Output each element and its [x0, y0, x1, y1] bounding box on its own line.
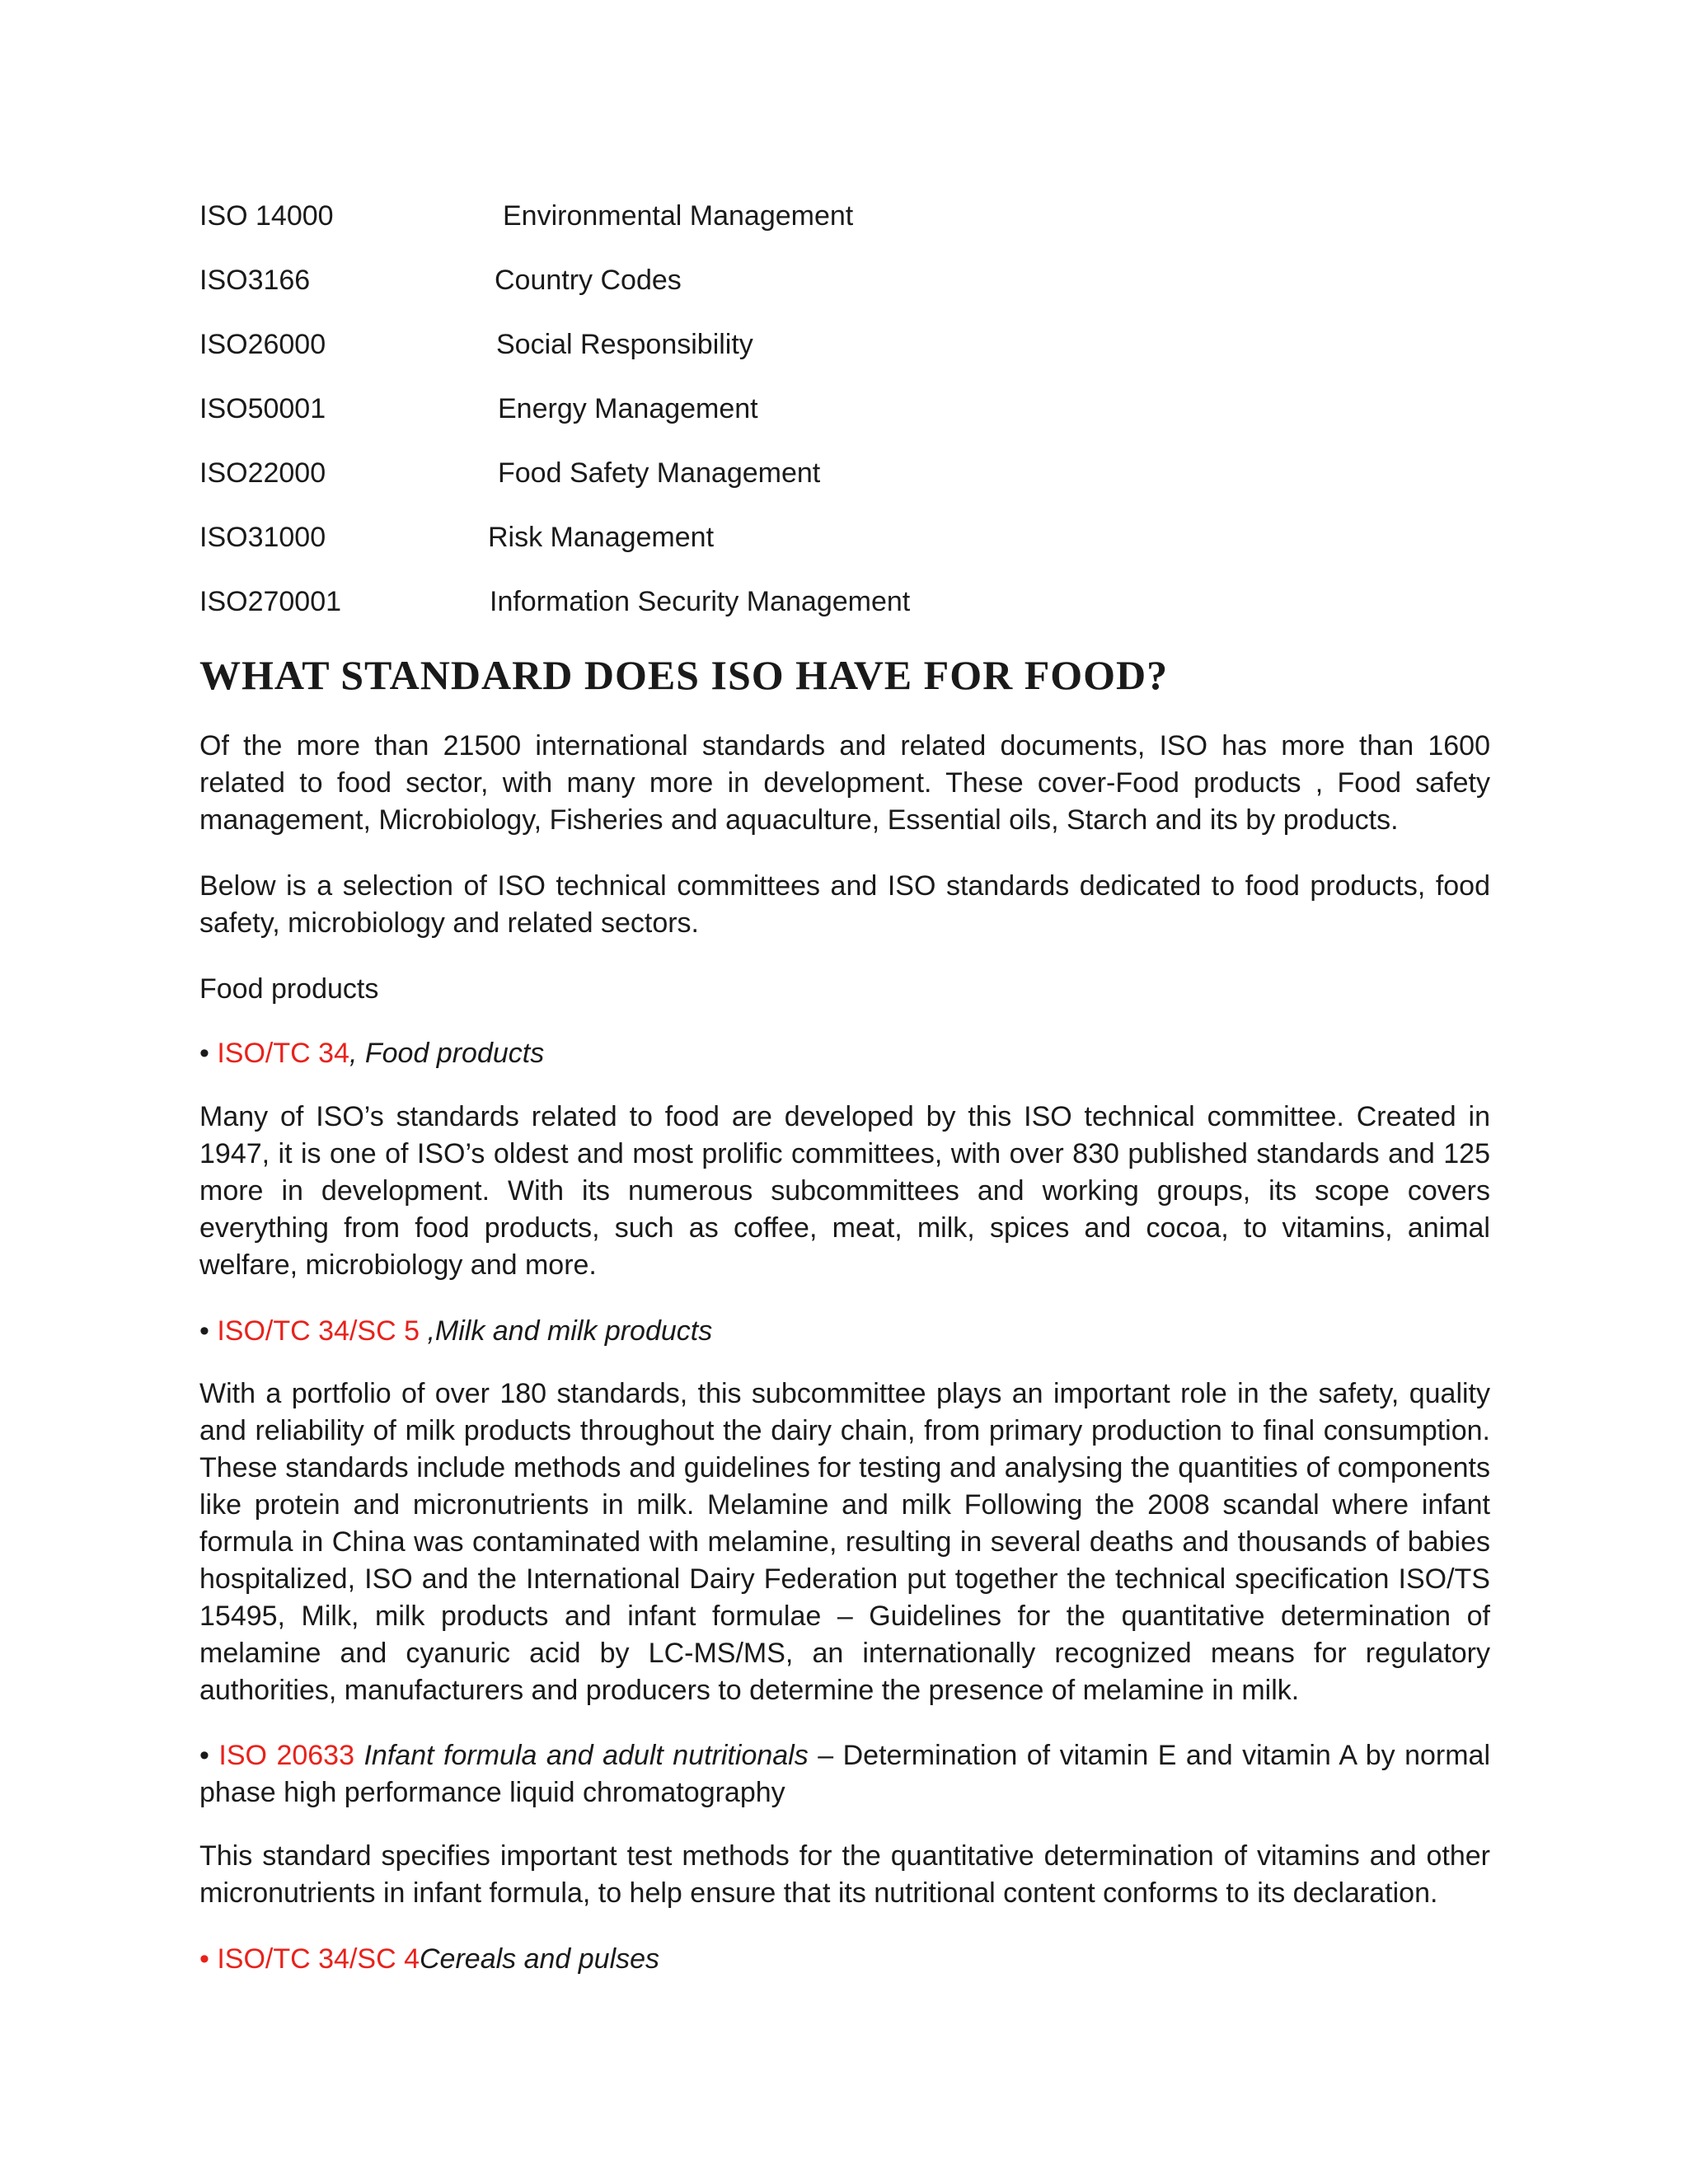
list-item	[199, 198, 1518, 262]
iso-20633-link[interactable]: ISO 20633	[218, 1740, 354, 1771]
tc34-description: Many of ISO’s standards related to food are developed by this ISO technical committee. Created in 1947, it is one of ISO’s oldest and most prolific committees, with over 830 published standards and 125 more in development. With its numerous subcommittees and working groups, its scope covers everything from food products, such as coffee, meat, milk, spices and cocoa, to vitamins, animal welfare, microbiology and more.	[199, 1101, 1490, 1281]
section-heading: WHAT STANDARD DOES ISO HAVE FOR FOOD?	[199, 652, 1169, 698]
iso20633-description-block	[199, 1838, 1490, 1912]
iso20633-title: Infant formula and adult nutritionals	[354, 1740, 809, 1771]
iso-tc34-link[interactable]: ISO/TC 34	[217, 1038, 349, 1069]
standard-name: Country Codes	[495, 265, 682, 296]
iso-tc34-sc4-link[interactable]: ISO/TC 34/SC 4	[217, 1943, 420, 1975]
list-item	[199, 326, 1518, 391]
bullet-mark: •	[199, 1038, 209, 1069]
list-item	[199, 519, 1518, 583]
bullet-mark: •	[199, 1943, 209, 1975]
bullet-mark: •	[199, 1740, 209, 1771]
standard-code: ISO50001	[199, 393, 326, 424]
sc4-bullet	[199, 1941, 1490, 1978]
selection-paragraph: Below is a selection of ISO technical committees and ISO standards dedicated to food products, food safety, microbiology and related sectors.	[199, 870, 1490, 939]
section-label-block	[199, 971, 1490, 1008]
standard-code: ISO270001	[199, 586, 342, 617]
list-item	[199, 391, 1518, 455]
standard-code: ISO31000	[199, 522, 326, 553]
standard-name: Social Responsibility	[496, 329, 753, 360]
tc34-title: , Food products	[349, 1038, 545, 1069]
standard-code: ISO3166	[199, 265, 311, 296]
iso-standards-list	[199, 198, 1518, 648]
standard-name: Environmental Management	[503, 200, 854, 232]
standard-name: Energy Management	[498, 393, 758, 424]
standard-code: ISO26000	[199, 329, 326, 360]
tc34-bullet	[199, 1035, 1490, 1072]
iso-tc34-sc5-link[interactable]: ISO/TC 34/SC 5	[217, 1315, 420, 1347]
iso20633-bullet	[199, 1737, 1490, 1811]
sc4-title: Cereals and pulses	[420, 1943, 660, 1975]
sc5-description-block	[199, 1376, 1490, 1709]
iso20633-rest: – Determination of vitamin E and vitamin A by normal phase high performance liquid chromatography	[199, 1740, 1491, 1808]
standard-code: ISO22000	[199, 457, 326, 489]
intro-paragraph-block	[199, 728, 1490, 839]
sc5-description: With a portfolio of over 180 standards, this subcommittee plays an important role in the safety, quality and reliability of milk products throughout the dairy chain, from primary production to final consumption. These standards include methods and guidelines for testing and analysing the quantities of components like protein and micronutrients in milk. Melamine and milk Following the 2008 scandal where infant formula in China was contaminated with melamine, resulting in several deaths and thousands of babies hospitalized, ISO and the International Dairy Federation put together the technical specification ISO/TS 15495, Milk, milk products and infant formulae – Guidelines for the quantitative determination of melamine and cyanuric acid by LC-MS/MS, an internationally recognized means for regulatory authorities, manufacturers and producers to determine the presence of melamine in milk.	[199, 1378, 1490, 1706]
standard-name: Risk Management	[488, 522, 715, 553]
list-item	[199, 455, 1518, 519]
standard-name: Food Safety Management	[498, 457, 821, 489]
intro-paragraph: Of the more than 21500 international standards and related documents, ISO has more than 1600 related to food sector, with many more in development. These cover-Food products , Food safety management, Microbiology, Fisheries and aquaculture, Essential oils, Starch and its by products.	[199, 730, 1490, 836]
iso20633-description: This standard specifies important test methods for the quantitative determination of vitamins and other micronutrients in infant formula, to help ensure that its nutritional content conforms to its declaration.	[199, 1840, 1490, 1909]
selection-paragraph-block	[199, 868, 1490, 942]
sc5-bullet	[199, 1313, 1490, 1350]
list-item	[199, 262, 1518, 326]
bullet-mark: •	[199, 1315, 209, 1347]
section-label: Food products	[199, 973, 379, 1005]
list-item	[199, 583, 1518, 648]
standard-name: Information Security Management	[490, 586, 911, 617]
tc34-description-block	[199, 1099, 1490, 1284]
sc5-title: ,Milk and milk products	[420, 1315, 713, 1347]
standard-code: ISO 14000	[199, 200, 334, 232]
